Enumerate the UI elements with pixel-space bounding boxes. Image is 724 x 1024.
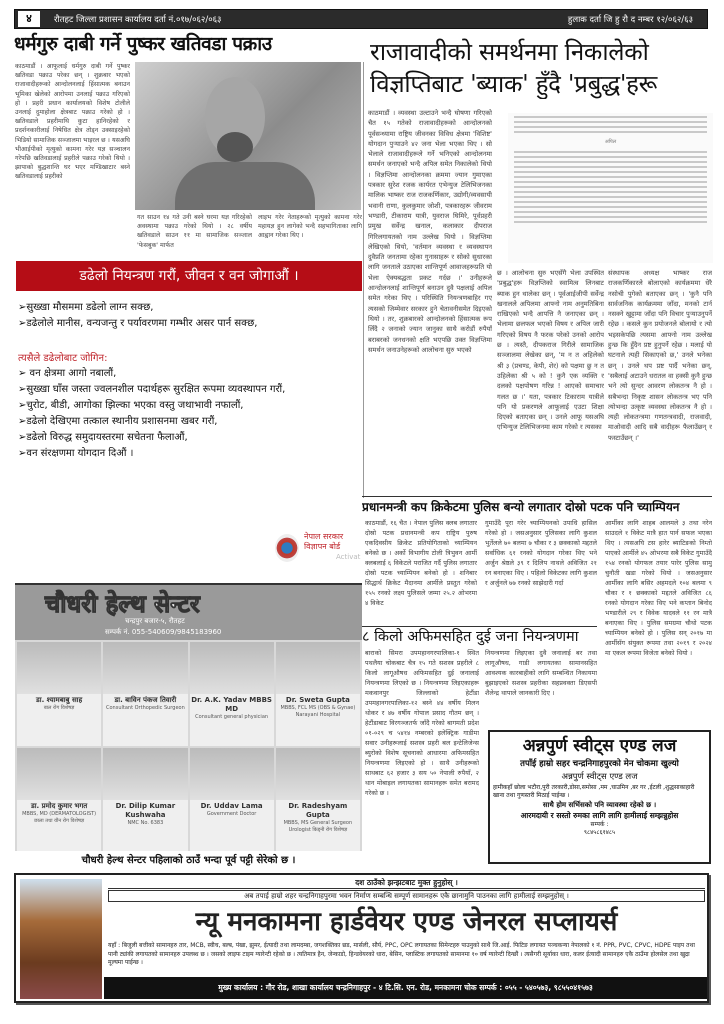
doctor-name: डा. प्रमोद कुमार भगत xyxy=(30,801,88,810)
article3-col1: काठमाडौं, १६ चैत । नेपाल पुलिस क्लब लगातार दोस्रो पटक प्रधानमन्त्री कप राष्ट्रिय पुरुष एकदिवसीय क्रिकेट प्रतियोगिताको च्याम्पियन बनेको छ । अर्को विभागीय टोली त्रिभुवन आर्मी क्लबलाई ६ विकेटले पराजित गर्दै पुलिस लगातार दोस्रो पटक च्याम्पियन बनेको हो । शनिबार सिद्धार्थ क्रिकेट मैदानमा आर्मीले प्रस्तुत गरेको १५५ रनको लक्ष्य पुलिसले जम्मा २५.२ ओभरमा ४ विकेट xyxy=(365,519,477,607)
doctor-desc: MBBS, FCL MS (OBS & Gynae) Narayani Hospital xyxy=(280,705,356,718)
lodge-subtitle: अन्नपुर्ण स्वीट्स एण्ड लज xyxy=(561,772,638,782)
article3-col2: गुमाउँदै पूरा गरेर च्याम्पियनको उपाधि हासिल गरेको हो । जसअनुसार पुलिसका लागि कुशल भुर्तेलले ७० बलमा ७ चौका र ३ छक्काको मद्दतले सर्वाधिक ६१ रनको योगदान गरेका थिए भने अर्जुन श्रेष्ठले ३९ र दिलिप नाथले अविजित २१ रन बनाएका थिए । पहिलो विकेटका लागि कुशल र अर्जुनले ७७ रनको साझेदारी गर्दा xyxy=(485,519,597,587)
article1-col3: लाइभ गरेर नेताहरूको मृत्युको कामना गरेर महायज्ञ हुन लागेको भन्दै सहभागिताका लागि आह्वान गरेका थिए । xyxy=(258,214,362,240)
lodge-menu: हामीकहाँ छोला भटौरा,पुरी तरकारी,डोसा,समोसा ,मम ,चाउमिन ,बर गर ,ईटली ,शुद्धसाकाहारी खाना तथा गुणस्तरी मिठाई पाईन्छ । xyxy=(493,784,695,799)
nepal-government-emblem-icon xyxy=(275,534,299,562)
lodge-tagline: तपाँई हाम्रो सहर चन्द्रनिगाहपुरको मेन चोकमा खुल्यो xyxy=(520,759,679,769)
doctor-grid xyxy=(15,640,362,853)
page-header-bar xyxy=(14,9,708,29)
hardware-ad xyxy=(14,873,709,1003)
fire-tip: ➢डढेलो विरुद्ध समुदायस्तरमा सचेतना फैलाऔं, xyxy=(18,432,188,443)
hardware-title: न्यू मनकामना हार्डवेयर एण्ड जेनरल सप्लायर्स xyxy=(195,907,618,937)
doctor-desc: Government Doctor xyxy=(206,810,257,817)
doctor-card xyxy=(17,748,101,852)
doctor-name: Dr. Radeshyam Gupta xyxy=(288,801,348,819)
article1-col1: काठमाडौं । आफूलाई धर्मगुरु दाबी गर्ने पुष्कर खतिवडा पक्राउ परेका छन् । शुक्रबार भएको राजावादीहरूको आन्दोलनलाई हिंसात्मक बनाउन भूमिका खेलेको आरोपमा उनलाई पक्राउ गरिएको हो । प्रहरी प्रधान कार्यालयको विशेष टोलीले उनलाई दुमाहोला क्षेत्रबाट पक्राउ गरेको हो । खतिवडाले प्रहरीमाथि कुटा हानिरहेको र प्रदर्शनकारीलाई निषेधित क्षेत्र तोड्न उक्साइरहेको भिडियो सामाजिक सञ्जालमा भाइरल छ । यसअघि भीआईपीको मृत्युको कामना गरेर यज्ञ सञ्चालन गरेपछि खतिवडालाई प्रहरीले पक्राउ गरेको थियो । झापाको बुद्धशान्ति घर भएर मण्डिखाटार बस्ने खतिवडालाई प्रहरीको xyxy=(15,63,130,181)
doctor-name: Dr. Dilip Kumar Kushwaha xyxy=(115,801,176,819)
hardware-description: यहाँ : बिजुली बत्तीको सामानहरु तार, MCB, स्वीच, बल्ब, पंखा, झुमर, ईत्यादी तथा लामदम्बा, जगशक्तिका छड, मार्सली, सौर्य, PPC, OPC लगायतका सिमेन्टहरु पाउनुको साथै जि.आई. फिटिङ लगायत पञ्चकन्या नेपालको १ नं. PPR, PVC, CPVC, HDPE पाइप तथा पानी ट्यांकी लगायतको सामानहरु उपलब्ध छ । जसको लाइफ टाइम ग्यारेन्टी रहेको छ । त्यतिमात्र हैन, जेन्काडो, हिन्डवेयरको धारा, बेसिन, प्लास्टिक लगायतको सामानमा १० वर्ष ग्यारेन्टी दिन्छौं । त्यसैगरी सूर्याका धारा, कलर ईत्यादी सामानहरु एकै ठाउँमा होलसेल तथा खुद्रा मूल्यमा पाईन्छ । xyxy=(108,942,695,966)
article2-col2: छ । आलोचना सुरु भएसँगै भेला उपस्थित 'प्रबुद्ध'हरू विज्ञप्तिको स्वामित्व लिनबाट ब्याक हुन थालेका छन् । पूर्वआईजीपी सर्वेन्द्र खनालले अपिलमा आफ्नो नाम अनुमतिबिना राखिएको भन्दै आपत्ति नै जनाएका छन् । भेलामा छलफल भएको विषय र अपिल जारी गरिएको विषय नै फरक परेको उनको आरोप छ । त्यस्तै, दीपकराज गिरीले सामाजिक सञ्जालमा लेखेका छन्, 'म न त अहिलेको श्री ३ (प्रचण्ड, केपी, शेर) को पक्षमा छु न त उहिलेका श्री ५ को ! कुनै एक व्यक्ति र दलको पक्षपोषण गरिन्न ! आएको समाचार गलत छ ।' यता, पत्रकार टिकाराम यात्रीले पनि यो प्रकरणले आफूलाई एउटा शिक्षा दिएको बताएका छन् । उनले आफू यसअघि एभिन्युज टेलिभिजनमा काम गरेको र त्यसका xyxy=(497,269,604,432)
ad-board-label xyxy=(304,532,343,552)
fire-ad-facts xyxy=(18,300,257,332)
doctor-desc: NMC No. 6383 xyxy=(127,819,164,826)
health-center-title: चौधरी हेल्थ सेन्टर xyxy=(45,590,200,618)
article4-col1: बाराको सिमरा उपमहानगरपालिका-१ स्थित पथलैया चोकबाट चैत्र १५ गते सशस्त्र प्रहरीले ८ किलो लागूऔषध अफिमसहित दुई जनालाई नियन्त्रणमा लिएको छ । नियन्त्रणमा लिइएकाहरू मकवानपुर जिल्लाको हेटौंडा उपमहानगरपालिका-१२ बस्ने ४४ वर्षीय मिलन थोकर र ४७ वर्षीय गोपाल प्रसाद गौतम छन् । हेटौंडाबाट विरगञ्जतर्फ जाँदै गरेको बागमती प्रदेश ०१-०२९ च ५४१४ नम्बरको इलेक्ट्रिक गाडीमा सवार उनीहरूलाई सशस्त्र प्रहरी बल इन्टेलिजेन्स ब्युरोको विशेष सूचनाको आधारमा अफिमसहित नियन्त्रणमा लिइएको हो । साथै उनीहरूको साथबाट ६२ हजार ३ सय ५० नेपाली रुपैयाँ, २ थान मोबाइल लगायतका सामानहरू समेत बरामद गरेको छ । xyxy=(365,649,479,797)
doctor-desc: MBBS, MD (DERMATOLOGIST) छाला तथा यौन रोग विशेषज्ञ xyxy=(22,810,97,824)
fire-tip: ➢वन संरक्षणमा योगदान दिऔं । xyxy=(18,448,134,459)
health-center-phone: सम्पर्क नं. 055-540609/9845183960 xyxy=(105,628,222,636)
article3-col3: आर्मीका लागि शाहब आलमले ३ तथा नरेन साउदले १ विकेट मात्रै हात पार्न सफल भएका थिए । त्यसअघि टस हारेर ब्याटिङको निम्तो पाएको आर्मीले ४५ ओभरमा सबै विकेट गुमाउँदै १५४ रनको योगफल तयार पारेर पुलिस सामु चुनौती खडा गरेको थियो । जसअनुसार आर्मीका लागि बसिर अहमदले १०४ बलमा ९ चौका र १ छक्काको मद्दतले अविजित ८६ रनको योगदान गरेका थिए भने कप्तान बिनोद भण्डारीले २९ र विवेक यादवले ११ रन मात्रै बनाएका थिए । पुलिस समग्रमा चौथो पटक च्याम्पियन बनेको हो । पुलिस सन् २०१७ मा आर्मीसँग संयुक्त रूपमा तथा २०१९ र २०२४ मा एकल रूपमा विजेता बनेको थियो । xyxy=(605,519,712,657)
page-number: ४ xyxy=(18,11,40,27)
doctor-desc: Consultant Orthopedic Surgeon xyxy=(106,705,185,711)
health-center-header xyxy=(15,585,362,640)
fire-tip: ➢चुरोट, बीडी, आगोका झिल्का भएका वस्तु जथाभावी नफालौं, xyxy=(18,400,244,411)
health-center-ad xyxy=(15,583,362,851)
doctor-card xyxy=(103,748,187,852)
doctor-card xyxy=(190,748,274,852)
doctor-desc: Consultant general physician xyxy=(195,714,269,720)
doctor-name: Dr. Sweta Gupta xyxy=(285,696,350,704)
doctor-name: Dr. Uddav Lama xyxy=(200,801,263,810)
gov-line1: नेपाल सरकार xyxy=(304,532,344,541)
hardware-line1: दश ठाउँको झन्झटबाट मुक्त हुनुहोस् । xyxy=(108,877,705,889)
lodge-invite: आरमदायी र सस्तो रुमका लागि लागि हामीलाई सम्झन्नुहोस xyxy=(520,811,679,820)
fire-tip: ➢सुख्खा घाँस जस्ता ज्वलनशील पदार्थहरू सुरक्षित रूपमा व्यवस्थापन गरौं, xyxy=(18,384,286,395)
doctor-card xyxy=(103,642,187,746)
health-center-address: चन्द्रपुर बजार-५, रौतहट xyxy=(125,617,185,625)
activation-watermark: Activat xyxy=(336,553,361,561)
article2-col3: संस्थापक अध्यक्ष भाष्कर राज राजकर्णिकारले बोलाएको कार्यक्रममा धेरै नसोची पुगेको बताएका छन् । 'कुनै पनि सार्वजनिक कार्यक्रममा जाँदा, मनको टार्न नसक्ने खुट्टामा जाँदा पनि विचार पुर्‍याउनुपर्ने रहेछ । कसले कुन प्रयोजनले बोलायो र त्यो भइसकेपछि त्यसमा आफ्नो नाम उल्लेख हुन्छ कि हुँदैन प्रष्ट हुनुपर्ने रहेछ । मलाई यो घटनाले त्यही सिकाएको छ,' उनले भनेका छन् । उनले थप प्रष्ट पार्दै भनेका छन्, 'सबैलाई अटाउने धरातल वा हक्सी कुनै हुन्छ भने त्यो सुन्दर आवरण लोकतन्त्र नै हो । सबैभन्दा निकृष्ट शासन लोकतन्त्र भए पनि त्योभन्दा उत्कृष्ट व्यवस्था लोकतन्त्र नै हो । त्यही लोकतन्त्रमा गणतन्त्रवादी, राजवादी, माओवादी आदि सबै वादीहरू फैलाउँछन् र फस्टाउँछन् ।' xyxy=(608,269,712,442)
fire-ad-banner: डढेलो नियन्त्रण गरौं, जीवन र वन जोगाऔं । xyxy=(16,261,362,291)
lodge-title: अन्नपुर्ण स्वीट्स एण्ड लज xyxy=(522,736,677,756)
postal-registration: हुलाक दर्ता जि हु रौ द नम्बर १२/०६२/६३ xyxy=(567,14,693,25)
registration-number: रौतहट जिल्ला प्रशासन कार्यालय दर्ता नं.०१७/०६२/०६३ xyxy=(54,14,222,25)
article2-col1: काठमाडौं । व्यवस्था उल्टाउने भन्दै घोषणा गरिएको चैत १५ गतेको राजावादीहरूको आन्दोलनको पूर्वसन्ध्यामा राष्ट्रिय जीवनका विविध क्षेत्रमा 'विशिष्ट' योगदान पुर्‍याउने ४२ जना भेला भएका थिए । सो भेलाले राजावादीहरूले गर्ने भनिएको आन्दोलनमा समर्थन जनाएको भन्दै अपिल समेत निकालेको थियो । विज्ञप्तिमा आन्दोलनका क्रममा ज्यान गुमाएका पत्रकार सुरेश रजक कार्यरत एभेन्युज टेलिभिजनका मालिक भाष्कर राज राजकर्णिकार, उद्योगी/व्यवसायी भवानी राणा, कुलकुमार जोशी, पत्रकारहरू जीवराम भण्डारी, टीकाराम यात्री, युवराज घिमिरे, पूर्वप्रहरी प्रमुख सर्वेन्द्र खनाल, कलाकार दीपराज गिरिलगायतको नाम उल्लेख थियो । विज्ञप्तिमा लेखिएको थियो, 'वर्तमान व्यवस्था र व्यवस्थापन दुवैप्रति जनतामा रहेका गुनासाहरू र सोको सुधारका लागि जनताले उठाएका शान्तिपूर्ण आवाजहरूप्रति यो भेला ऐक्यबद्धता प्रकट गर्दछ ।' उनीहरूले आन्दोलनलाई शान्तिपूर्ण बनाउन दुवै पक्षलाई अपिल समेत गरेका थिए । परिस्थिति नियन्त्रणबाहिर गए त्यसको जिम्मेवार सरकार हुने चेतावनीसमेत दिइएको थियो । तर, शुक्रबारको आन्दोलनको हिंसात्मक रूप लिँदै २ जनाको ज्यान जानुका साथै करोडौं रुपैयाँ बराबरको जनधनको क्षति भएपछि उक्त विज्ञप्तिमा समर्थन जनाउनेहरूको आलोचना सुरु भएको xyxy=(368,109,492,354)
doctor-desc: बाल रोग विशेषज्ञ xyxy=(43,705,75,711)
fire-tip: ➢डढेलो देखिएमा तत्काल स्थानीय प्रशासनमा खबर गरौं, xyxy=(18,416,218,427)
article1-col2: गत साउन १४ गते उनी बस्ने घरमा यज्ञ गरिरहेको अवस्थामा पक्राउ गरेको थियो । २८ वर्षीय खतिवडाले साउन ११ मा सामाजिक सञ्जाल 'फेसबुक' मार्फत xyxy=(137,214,252,249)
photo-figure-beard xyxy=(217,132,253,162)
article4-headline: ८ किलो अफिमसहित दुई जना नियन्त्रणमा xyxy=(362,626,597,647)
lodge-contact-number: ९८४५८६१४८५ xyxy=(583,829,616,836)
doctor-card xyxy=(190,642,274,746)
photo-figure-robe xyxy=(175,162,315,210)
hardware-footer: मुख्य कार्यालय : गौर रोड, शाखा कार्यालय चन्द्रनिगाहपुर - ४ टि.सि. एन. रोड, मनकामना चोक सम्पर्क : ०५५ - ५४०५७३, ९८५५०४१५७३ xyxy=(104,977,707,999)
appeal-document-image xyxy=(508,113,713,263)
column-divider xyxy=(363,62,364,498)
notice-title: अपिल xyxy=(604,139,617,145)
article2-headline-line2: विज्ञप्तिबाट 'ब्याक' हुँदै 'प्रबुद्ध'हरू xyxy=(370,70,657,98)
hardware-line2: अब तपाई हाम्रो शहर चन्द्रनिगाहपुरमा भवन निर्माण सम्बन्धि सम्पूर्ण सामानहरू एकै छानामुनि पाउनका लागि हामीलाई सम्झनुहोस् । xyxy=(108,890,705,902)
doctor-desc: MBBS, MS General Surgeon Urologist किड्नी रोग विशेषज्ञ xyxy=(283,819,353,833)
article1-photo xyxy=(135,62,361,210)
lodge-ad xyxy=(488,730,711,864)
doctor-card xyxy=(17,642,101,746)
fire-fact: ➢डढेलोले मानीस, वन्यजन्तु र पर्यावरणमा गम्भीर असर पार्न सक्छ, xyxy=(18,318,258,329)
temple-photo xyxy=(20,879,102,999)
lodge-home-service: साथै होम सर्भिसको पनि व्यावस्था रहेको छ । xyxy=(542,801,657,809)
fire-ad-subheading: त्यसैले डढेलोबाट जोगिन: xyxy=(18,353,108,364)
doctor-card xyxy=(276,642,360,746)
fire-fact: ➢सुख्खा मौसममा डढेलो लाग्न सक्छ, xyxy=(18,302,154,313)
gov-line2: विज्ञापन बोर्ड xyxy=(304,542,341,551)
health-center-footer: चौधरी हेल्थ सेन्टर पहिलाको ठाउँ भन्दा पूर्व पट्टी सेरेको छ । xyxy=(81,855,296,866)
doctor-name: डा. श्यामबाबु साह xyxy=(36,696,83,704)
doctor-card xyxy=(276,748,360,852)
fire-tip: ➢ वन क्षेत्रमा आगो नबालौं, xyxy=(18,368,117,379)
fire-ad-tips xyxy=(18,366,285,462)
lodge-contact-label: सम्पर्क : xyxy=(590,821,609,828)
article1-headline: धर्मगुरु दाबी गर्ने पुष्कर खतिवडा पक्राउ xyxy=(14,33,272,55)
article4-col2: नियन्त्रणमा लिइएका दुवै जनालाई बर तथा लागूऔषध, गाडी लगायतका सामानसहित आवश्यक कारबाहीको लागि सम्बन्धित निकायमा बुझाइएको सशस्त्र प्रहरीका सहप्रवक्ता डिएसपी शैलेन्द्र थापाले जानकारी दिए । xyxy=(485,649,597,697)
article2-headline-line1: राजावादीको समर्थनमा निकालेको xyxy=(370,38,649,66)
doctor-name: Dr. A.K. Yadav MBBS MD xyxy=(191,696,272,713)
doctor-name: डा. बाविन पंकज तिवारी xyxy=(114,696,177,704)
article3-headline: प्रधानमन्त्री कप क्रिकेटमा पुलिस बन्यो लगातार दोस्रो पटक पनि च्याम्पियन xyxy=(362,496,712,516)
